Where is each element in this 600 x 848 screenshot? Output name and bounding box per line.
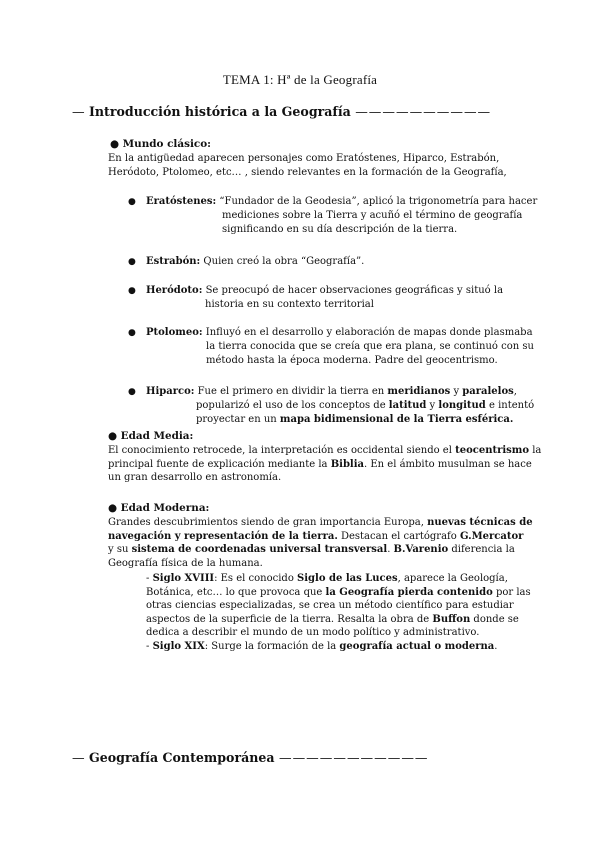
section-heading-intro: — Introducción histórica a la Geografía —————————— (72, 104, 492, 119)
subsection-edad-moderna: ● Edad Moderna: (108, 502, 210, 514)
subsection-mundo-clasico: ● Mundo clásico: (110, 138, 212, 150)
section-heading-contemporanea: — Geografía Contemporánea ——————————— (72, 750, 429, 765)
bullet-icon: ● (128, 286, 136, 296)
list-item-ptolomeo: Ptolomeo: Influyó en el desarrollo y elaboración de mapas donde plasmaba la tierra conocida que se creía que era plana, se continuó con su método hasta la época moderna. Padre del geocentrismo. (146, 327, 534, 366)
paragraph-clasico: En la antigüedad aparecen personajes como Eratóstenes, Hiparco, Estrabón, Heródoto, Ptolomeo, etc… , siendo relevantes en la formación de la Geografía, (108, 153, 507, 178)
paragraph-edad-media: El conocimiento retrocede, la interpretación es occidental siendo el teocentrismo la principal fuente de explicación mediante la Biblia. En el ámbito musulman se hace un gran desarrollo en astronomía. (108, 445, 542, 484)
bullet-icon: ● (128, 387, 136, 397)
bullet-icon: ● (128, 328, 136, 338)
subsection-edad-media: ● Edad Media: (108, 430, 194, 442)
page-title: TEMA 1: Hª de la Geografía (222, 72, 378, 87)
list-item-herodoto: Heródoto: Se preocupó de hacer observaciones geográficas y situó la historia en su contexto territorial (146, 285, 504, 310)
bullet-icon: ● (128, 197, 136, 207)
paragraph-edad-moderna: Grandes descubrimientos siendo de gran importancia Europa, nuevas técnicas de navegación y representación de la tierra. Destacan el cartógrafo G.Mercator y su sistema de coordenadas universal transversal. B.Varenio diferencia la Geografía física de la humana. (108, 517, 533, 569)
bullet-icon: ● (128, 257, 136, 267)
list-item-hiparco: Hiparco: Fue el primero en dividir la tierra en meridianos y paralelos, popularizó el uso de los conceptos de latitud y longitud e intentó proyectar en un mapa bidimensional de la Tierra esférica. (146, 386, 535, 425)
list-item-eratostenes: Eratóstenes: “Fundador de la Geodesia”, aplicó la trigonometría para hacer mediciones sobre la Tierra y acuñó el término de geografía significando en su día descripción de la tierra. (146, 196, 538, 235)
list-item-siglo-xviii: - Siglo XVIII: Es el conocido Siglo de las Luces, aparece la Geología, Botánica, etc… lo que provoca que la Geografía pierda contenido por las otras ciencias especializadas, se crea un método científico para estudiar aspectos de la superficie de la tierra. Resalta la obra de Buffon donde se dedica a describir el mundo de un modo político y administrativo. - Siglo XIX: Surge la formación de la geografía actual o moderna. (146, 573, 531, 652)
list-item-estrabon: Estrabón: Quien creó la obra “Geografía”. (146, 256, 365, 267)
